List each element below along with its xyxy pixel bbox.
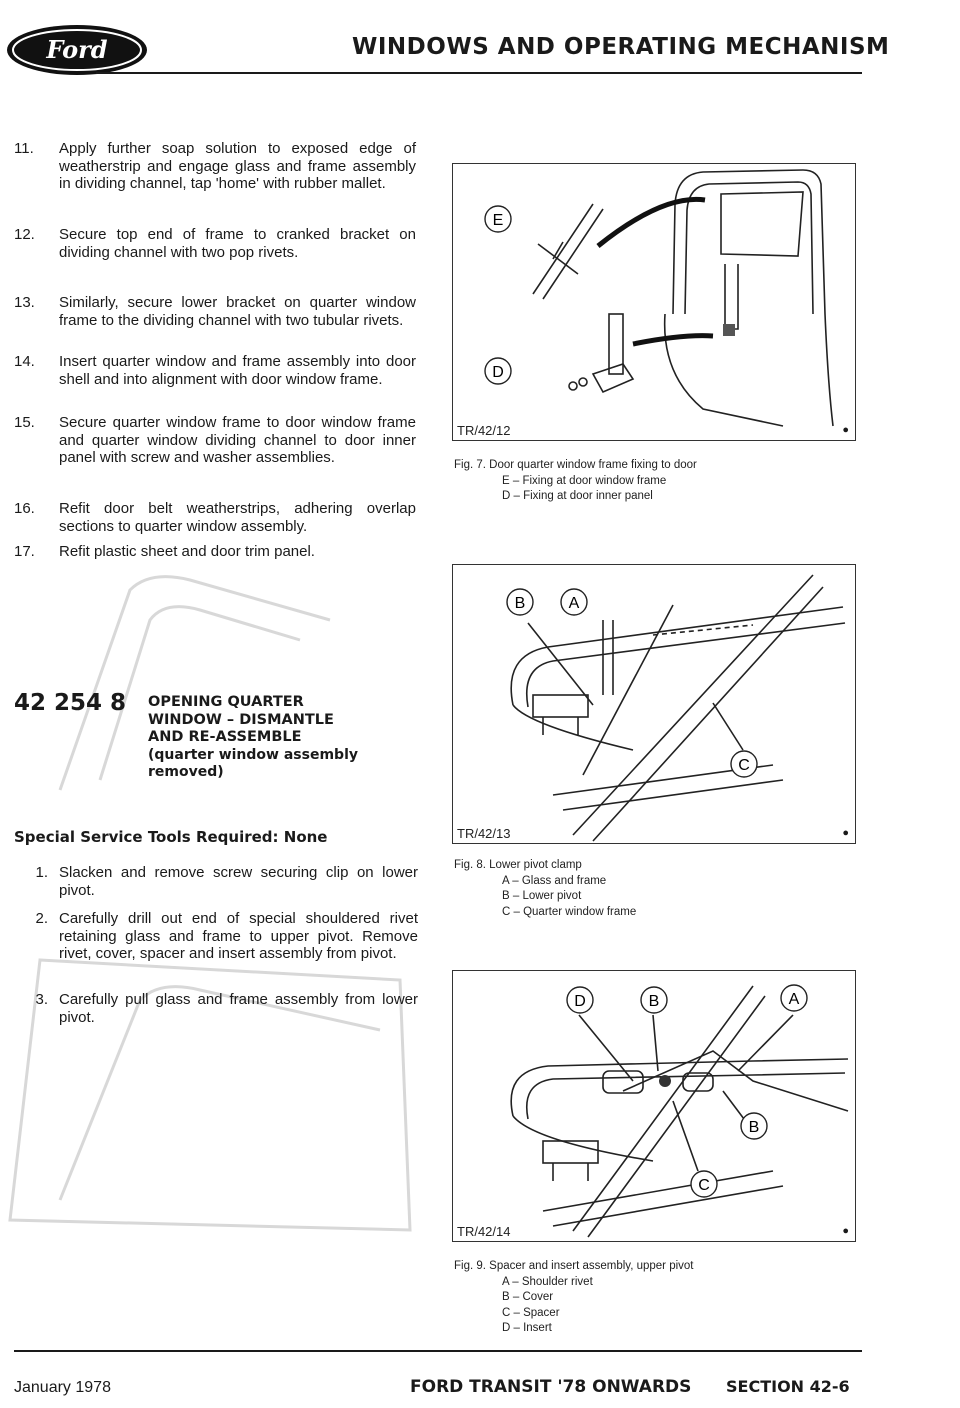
figure-8-caption bbox=[454, 858, 854, 920]
step-number: 13. bbox=[14, 294, 35, 311]
operation-title bbox=[148, 694, 420, 782]
step-text: Apply further soap solution to exposed edge of weatherstrip and engage glass and frame assembly in dividing channel, tap 'home' with rubber mallet. bbox=[59, 140, 416, 192]
figure-label-a bbox=[779, 983, 809, 1013]
caption-item: E – Fixing at door window frame bbox=[502, 474, 667, 487]
footer-rule bbox=[14, 1350, 862, 1352]
step-12 bbox=[14, 226, 416, 261]
svg-text:C: C bbox=[698, 1177, 710, 1194]
figure-7-drawing bbox=[453, 164, 855, 440]
step-text: Insert quarter window and frame assembly into door shell and into alignment with door window frame. bbox=[59, 353, 416, 388]
step-1 bbox=[14, 864, 418, 899]
figure-7 bbox=[452, 163, 856, 441]
step-text: Secure top end of frame to cranked bracket on dividing channel with two pop rivets. bbox=[59, 226, 416, 261]
step-16 bbox=[14, 500, 416, 535]
step-number: 15. bbox=[14, 414, 35, 431]
caption-item: B – Cover bbox=[502, 1291, 554, 1303]
caption-item: B – Lower pivot bbox=[502, 890, 582, 902]
svg-text:B: B bbox=[748, 1119, 760, 1136]
step-15 bbox=[14, 414, 416, 467]
operation-subtitle-line: (quarter window assembly bbox=[148, 746, 358, 763]
caption-item: C – Spacer bbox=[502, 1306, 560, 1319]
operation-number: 42 254 8 bbox=[14, 690, 127, 716]
step-2 bbox=[14, 910, 418, 963]
show-through-artifact bbox=[0, 560, 430, 1250]
footer-title: FORD TRANSIT '78 ONWARDS bbox=[410, 1377, 692, 1397]
tools-heading: Special Service Tools Required: None bbox=[14, 828, 328, 846]
step-text: Similarly, secure lower bracket on quarter window frame to the dividing channel with two tubular rivets. bbox=[59, 294, 416, 329]
step-17 bbox=[14, 543, 416, 561]
figure-ref: TR/42/12 bbox=[457, 423, 511, 438]
figure-label-a bbox=[559, 587, 589, 617]
caption-item: A – Glass and frame bbox=[502, 874, 607, 887]
step-number: 14. bbox=[14, 353, 35, 370]
step-text: Secure quarter window frame to door window frame and quarter window dividing channel to door inner panel with screw and washer assemblies. bbox=[59, 414, 416, 466]
figure-label-c bbox=[689, 1169, 719, 1199]
figure-7-caption bbox=[454, 458, 854, 505]
step-number: 1. bbox=[35, 864, 48, 881]
step-text: Carefully pull glass and frame assembly from lower pivot. bbox=[59, 991, 418, 1026]
figure-label-d bbox=[483, 356, 513, 386]
svg-text:D: D bbox=[574, 993, 586, 1010]
figure-label-b bbox=[505, 587, 535, 617]
figure-label-b-lower bbox=[739, 1111, 769, 1141]
step-number: 2. bbox=[35, 910, 48, 927]
caption-item: C – Quarter window frame bbox=[502, 905, 637, 918]
step-number: 16. bbox=[14, 500, 35, 517]
caption-item: A – Shoulder rivet bbox=[502, 1275, 593, 1288]
corner-mark: ● bbox=[842, 424, 849, 436]
svg-text:E: E bbox=[492, 212, 504, 229]
operation-subtitle-line: removed) bbox=[148, 764, 224, 780]
caption-item: D – Insert bbox=[502, 1322, 552, 1334]
header-rule bbox=[96, 72, 862, 74]
corner-mark: ● bbox=[842, 1225, 849, 1237]
figure-9 bbox=[452, 970, 856, 1242]
svg-text:B: B bbox=[514, 595, 526, 612]
caption-title: Fig. 7. Door quarter window frame fixing to door bbox=[454, 459, 697, 471]
step-number: 3. bbox=[35, 991, 48, 1008]
step-text: Carefully drill out end of special shouldered rivet retaining glass and frame to upper pivot. Remove rivet, cover, spacer and insert assembly from pivot. bbox=[59, 910, 418, 962]
operation-title-line: WINDOW – DISMANTLE bbox=[148, 711, 334, 728]
page-title: WINDOWS AND OPERATING MECHANISM bbox=[352, 34, 890, 60]
figure-9-caption bbox=[454, 1259, 854, 1337]
step-3 bbox=[14, 991, 418, 1026]
figure-label-b bbox=[639, 985, 669, 1015]
caption-title: Fig. 8. Lower pivot clamp bbox=[454, 859, 582, 871]
step-number: 17. bbox=[14, 543, 35, 560]
figure-label-c bbox=[729, 749, 759, 779]
operation-title-line: AND RE-ASSEMBLE bbox=[148, 729, 302, 745]
step-13 bbox=[14, 294, 416, 329]
step-11 bbox=[14, 140, 416, 193]
operation-title-line: OPENING QUARTER bbox=[148, 694, 304, 710]
figure-ref: TR/42/14 bbox=[457, 1224, 511, 1239]
svg-text:Ford: Ford bbox=[46, 35, 108, 64]
step-text: Slacken and remove screw securing clip on lower pivot. bbox=[59, 864, 418, 899]
figure-label-d bbox=[565, 985, 595, 1015]
footer-date: January 1978 bbox=[14, 1379, 111, 1396]
svg-text:D: D bbox=[492, 364, 504, 381]
step-14 bbox=[14, 353, 416, 388]
svg-text:B: B bbox=[648, 993, 660, 1010]
caption-title: Fig. 9. Spacer and insert assembly, upper pivot bbox=[454, 1260, 694, 1272]
step-text: Refit door belt weatherstrips, adhering overlap sections to quarter window assembly. bbox=[59, 500, 416, 535]
corner-mark: ● bbox=[842, 827, 849, 839]
step-text: Refit plastic sheet and door trim panel. bbox=[59, 543, 315, 560]
figure-ref: TR/42/13 bbox=[457, 826, 511, 841]
svg-text:A: A bbox=[568, 595, 580, 612]
footer-section: SECTION 42-6 bbox=[726, 1377, 850, 1396]
ford-logo bbox=[4, 22, 150, 78]
figure-label-e bbox=[483, 204, 513, 234]
figure-8 bbox=[452, 564, 856, 844]
step-number: 11. bbox=[14, 140, 34, 157]
step-number: 12. bbox=[14, 226, 35, 243]
svg-text:C: C bbox=[738, 757, 750, 774]
svg-text:A: A bbox=[788, 991, 800, 1008]
caption-item: D – Fixing at door inner panel bbox=[502, 490, 653, 502]
